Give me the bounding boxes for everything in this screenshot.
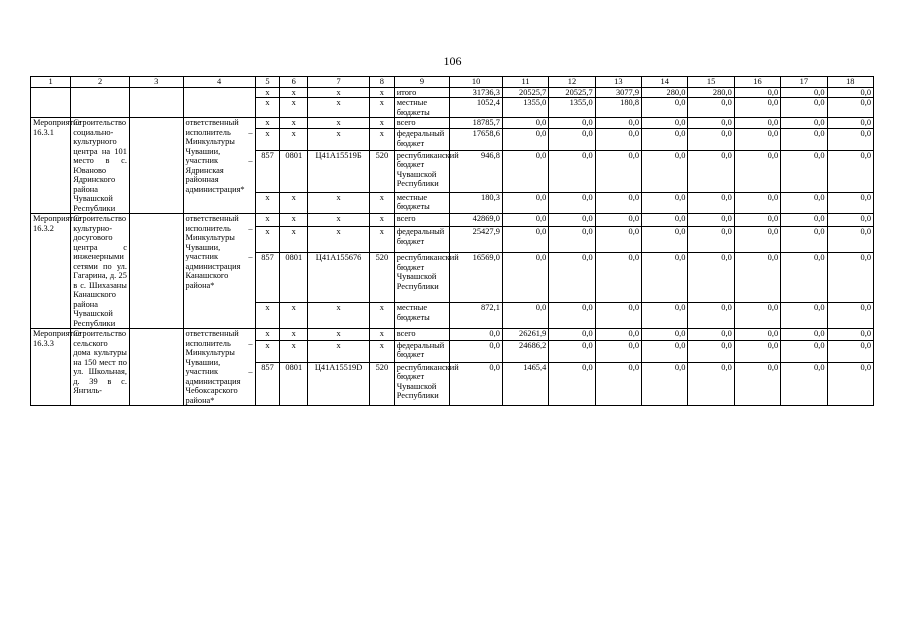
target-code-cell: х <box>308 340 370 362</box>
amount-cell: 1052,4 <box>450 98 503 118</box>
amount-cell: 0,0 <box>688 362 734 405</box>
column-number-header: 5 <box>255 77 280 88</box>
amount-cell: 0,0 <box>688 98 734 118</box>
empty-cell <box>31 87 71 118</box>
expense-type-cell: х <box>369 340 394 362</box>
amount-cell: 0,0 <box>595 129 641 150</box>
expense-type-cell: 520 <box>369 150 394 192</box>
amount-cell: 0,0 <box>734 129 780 150</box>
amount-cell: 20525,7 <box>502 87 548 98</box>
amount-cell: 0,0 <box>734 340 780 362</box>
column-number-header: 18 <box>827 77 873 88</box>
amount-cell: 0,0 <box>642 253 688 303</box>
section-code-cell: х <box>280 303 308 329</box>
budget-table <box>30 76 874 406</box>
measure-code: Мероприятие 16.3.2 <box>31 214 71 329</box>
column-number-header: 16 <box>734 77 780 88</box>
amount-cell: 0,0 <box>688 214 734 227</box>
amount-cell: 0,0 <box>642 329 688 341</box>
amount-cell: 0,0 <box>734 253 780 303</box>
measure-executor: ответственный исполнитель – Минкультуры Чувашии, участник – администрация Канашского района* <box>183 214 255 329</box>
expense-type-cell: 520 <box>369 362 394 405</box>
section-code-cell: х <box>280 227 308 253</box>
amount-cell: 0,0 <box>642 98 688 118</box>
column-number-header: 14 <box>642 77 688 88</box>
amount-cell: 872,1 <box>450 303 503 329</box>
section-code-cell: 0801 <box>280 362 308 405</box>
amount-cell: 0,0 <box>734 192 780 213</box>
amount-cell: 0,0 <box>642 303 688 329</box>
amount-cell: 0,0 <box>688 303 734 329</box>
amount-cell: 0,0 <box>688 329 734 341</box>
section-code-cell: х <box>280 87 308 98</box>
expense-type-cell: х <box>369 118 394 129</box>
amount-cell: 0,0 <box>781 227 827 253</box>
amount-cell: 0,0 <box>734 98 780 118</box>
amount-cell: 0,0 <box>781 192 827 213</box>
expense-type-cell: х <box>369 87 394 98</box>
measure-executor: ответственный исполнитель – Минкультуры Чувашии, участник – Ядринская районная администрация* <box>183 118 255 214</box>
amount-cell: 0,0 <box>781 329 827 341</box>
target-code-cell: Ц41А155676 <box>308 253 370 303</box>
amount-cell: 1465,4 <box>502 362 548 405</box>
column-number-header: 7 <box>308 77 370 88</box>
target-code-cell: х <box>308 118 370 129</box>
gov-code-cell: х <box>255 227 280 253</box>
expense-type-cell: х <box>369 129 394 150</box>
amount-cell: 0,0 <box>549 150 595 192</box>
amount-cell: 16569,0 <box>450 253 503 303</box>
amount-cell: 0,0 <box>827 227 873 253</box>
empty-cell <box>71 87 130 118</box>
funding-source-cell: местные бюджеты <box>394 98 450 118</box>
amount-cell: 0,0 <box>827 362 873 405</box>
table-row <box>31 329 874 341</box>
amount-cell: 0,0 <box>502 253 548 303</box>
funding-source-cell: всего <box>394 214 450 227</box>
target-code-cell: х <box>308 192 370 213</box>
column-number-header: 12 <box>549 77 595 88</box>
target-code-cell: Ц41А15519D <box>308 362 370 405</box>
amount-cell: 0,0 <box>595 192 641 213</box>
amount-cell: 280,0 <box>688 87 734 98</box>
gov-code-cell: 857 <box>255 362 280 405</box>
amount-cell: 20525,7 <box>549 87 595 98</box>
amount-cell: 0,0 <box>734 87 780 98</box>
amount-cell: 0,0 <box>595 118 641 129</box>
measure-code: Мероприятие 16.3.3 <box>31 329 71 406</box>
amount-cell: 180,8 <box>595 98 641 118</box>
amount-cell: 0,0 <box>595 150 641 192</box>
amount-cell: 0,0 <box>734 329 780 341</box>
amount-cell: 0,0 <box>642 118 688 129</box>
amount-cell: 0,0 <box>502 192 548 213</box>
page-number: 106 <box>443 54 462 68</box>
amount-cell: 0,0 <box>781 150 827 192</box>
header-row <box>31 77 874 88</box>
empty-cell <box>129 214 183 329</box>
amount-cell: 0,0 <box>549 329 595 341</box>
amount-cell: 0,0 <box>595 362 641 405</box>
funding-source-cell: местные бюджеты <box>394 192 450 213</box>
gov-code-cell: 857 <box>255 150 280 192</box>
amount-cell: 1355,0 <box>549 98 595 118</box>
amount-cell: 0,0 <box>688 192 734 213</box>
measure-name: Строительство культурно-досугового центра с инженерными сетями по ул. Гагарина, д. 25 в с. Шихазаны Канашского района Чувашской Республики <box>71 214 130 329</box>
funding-source-cell: федеральный бюджет <box>394 227 450 253</box>
funding-source-cell: республиканский бюджет Чувашской Республики <box>394 150 450 192</box>
amount-cell: 0,0 <box>595 340 641 362</box>
section-code-cell: х <box>280 98 308 118</box>
amount-cell: 0,0 <box>827 253 873 303</box>
amount-cell: 0,0 <box>688 129 734 150</box>
amount-cell: 0,0 <box>549 303 595 329</box>
column-number-header: 2 <box>71 77 130 88</box>
section-code-cell: х <box>280 118 308 129</box>
amount-cell: 0,0 <box>781 214 827 227</box>
amount-cell: 0,0 <box>781 362 827 405</box>
amount-cell: 18785,7 <box>450 118 503 129</box>
amount-cell: 0,0 <box>549 227 595 253</box>
column-number-header: 4 <box>183 77 255 88</box>
amount-cell: 0,0 <box>688 227 734 253</box>
amount-cell: 0,0 <box>734 118 780 129</box>
amount-cell: 0,0 <box>642 150 688 192</box>
amount-cell: 0,0 <box>781 118 827 129</box>
amount-cell: 0,0 <box>734 214 780 227</box>
amount-cell: 0,0 <box>827 329 873 341</box>
table-row <box>31 87 874 98</box>
table-row <box>31 214 874 227</box>
amount-cell: 0,0 <box>642 192 688 213</box>
amount-cell: 0,0 <box>595 253 641 303</box>
target-code-cell: Ц41А15519Б <box>308 150 370 192</box>
amount-cell: 0,0 <box>642 214 688 227</box>
column-number-header: 17 <box>781 77 827 88</box>
target-code-cell: х <box>308 214 370 227</box>
amount-cell: 25427,9 <box>450 227 503 253</box>
amount-cell: 26261,9 <box>502 329 548 341</box>
amount-cell: 0,0 <box>502 150 548 192</box>
amount-cell: 0,0 <box>502 118 548 129</box>
section-code-cell: х <box>280 192 308 213</box>
amount-cell: 280,0 <box>642 87 688 98</box>
funding-source-cell: всего <box>394 329 450 341</box>
amount-cell: 0,0 <box>688 253 734 303</box>
section-code-cell: х <box>280 340 308 362</box>
gov-code-cell: х <box>255 87 280 98</box>
funding-source-cell: республиканский бюджет Чувашской Республики <box>394 362 450 405</box>
expense-type-cell: х <box>369 303 394 329</box>
amount-cell: 0,0 <box>502 214 548 227</box>
column-number-header: 6 <box>280 77 308 88</box>
amount-cell: 17658,6 <box>450 129 503 150</box>
amount-cell: 0,0 <box>450 362 503 405</box>
expense-type-cell: х <box>369 98 394 118</box>
amount-cell: 0,0 <box>781 340 827 362</box>
empty-cell <box>129 118 183 214</box>
amount-cell: 0,0 <box>827 129 873 150</box>
amount-cell: 0,0 <box>549 253 595 303</box>
gov-code-cell: х <box>255 329 280 341</box>
expense-type-cell: х <box>369 214 394 227</box>
amount-cell: 0,0 <box>827 303 873 329</box>
amount-cell: 0,0 <box>688 118 734 129</box>
amount-cell: 0,0 <box>595 214 641 227</box>
amount-cell: 946,8 <box>450 150 503 192</box>
amount-cell: 0,0 <box>450 340 503 362</box>
expense-type-cell: х <box>369 192 394 213</box>
target-code-cell: х <box>308 129 370 150</box>
amount-cell: 0,0 <box>734 303 780 329</box>
amount-cell: 0,0 <box>781 303 827 329</box>
amount-cell: 0,0 <box>827 214 873 227</box>
funding-source-cell: итого <box>394 87 450 98</box>
target-code-cell: х <box>308 329 370 341</box>
funding-source-cell: республиканский бюджет Чувашской Республики <box>394 253 450 303</box>
funding-source-cell: федеральный бюджет <box>394 129 450 150</box>
amount-cell: 0,0 <box>827 192 873 213</box>
gov-code-cell: х <box>255 98 280 118</box>
measure-executor: ответственный исполнитель – Минкультуры Чувашии, участник – администрация Чебоксарского района* <box>183 329 255 406</box>
amount-cell: 0,0 <box>549 129 595 150</box>
gov-code-cell: х <box>255 192 280 213</box>
funding-source-cell: всего <box>394 118 450 129</box>
amount-cell: 0,0 <box>642 340 688 362</box>
amount-cell: 0,0 <box>450 329 503 341</box>
amount-cell: 0,0 <box>781 253 827 303</box>
gov-code-cell: х <box>255 214 280 227</box>
section-code-cell: х <box>280 129 308 150</box>
gov-code-cell: 857 <box>255 253 280 303</box>
amount-cell: 0,0 <box>688 340 734 362</box>
gov-code-cell: х <box>255 129 280 150</box>
amount-cell: 0,0 <box>549 214 595 227</box>
amount-cell: 0,0 <box>549 340 595 362</box>
amount-cell: 0,0 <box>502 303 548 329</box>
funding-source-cell: федеральный бюджет <box>394 340 450 362</box>
column-number-header: 13 <box>595 77 641 88</box>
amount-cell: 0,0 <box>595 227 641 253</box>
amount-cell: 0,0 <box>642 129 688 150</box>
column-number-header: 8 <box>369 77 394 88</box>
expense-type-cell: х <box>369 329 394 341</box>
amount-cell: 0,0 <box>502 129 548 150</box>
column-number-header: 3 <box>129 77 183 88</box>
amount-cell: 0,0 <box>549 362 595 405</box>
column-number-header: 1 <box>31 77 71 88</box>
target-code-cell: х <box>308 98 370 118</box>
section-code-cell: х <box>280 214 308 227</box>
amount-cell: 0,0 <box>827 98 873 118</box>
empty-cell <box>183 87 255 118</box>
section-code-cell: 0801 <box>280 150 308 192</box>
amount-cell: 0,0 <box>549 118 595 129</box>
column-number-header: 9 <box>394 77 450 88</box>
measure-name: Строительство социально-культурного центра на 101 место в с. Юваново Ядринского района Чувашской Республики <box>71 118 130 214</box>
gov-code-cell: х <box>255 303 280 329</box>
gov-code-cell: х <box>255 118 280 129</box>
amount-cell: 0,0 <box>688 150 734 192</box>
amount-cell: 0,0 <box>642 362 688 405</box>
amount-cell: 180,3 <box>450 192 503 213</box>
amount-cell: 0,0 <box>734 150 780 192</box>
measure-code: Мероприятие 16.3.1 <box>31 118 71 214</box>
section-code-cell: 0801 <box>280 253 308 303</box>
amount-cell: 0,0 <box>595 303 641 329</box>
amount-cell: 0,0 <box>549 192 595 213</box>
amount-cell: 0,0 <box>502 227 548 253</box>
amount-cell: 0,0 <box>734 227 780 253</box>
target-code-cell: х <box>308 87 370 98</box>
expense-type-cell: 520 <box>369 253 394 303</box>
amount-cell: 0,0 <box>595 329 641 341</box>
expense-type-cell: х <box>369 227 394 253</box>
target-code-cell: х <box>308 303 370 329</box>
amount-cell: 0,0 <box>734 362 780 405</box>
amount-cell: 24686,2 <box>502 340 548 362</box>
column-number-header: 10 <box>450 77 503 88</box>
amount-cell: 3077,9 <box>595 87 641 98</box>
gov-code-cell: х <box>255 340 280 362</box>
table-row <box>31 118 874 129</box>
amount-cell: 0,0 <box>781 87 827 98</box>
amount-cell: 42869,0 <box>450 214 503 227</box>
column-number-header: 15 <box>688 77 734 88</box>
amount-cell: 0,0 <box>827 340 873 362</box>
measure-name: Строительство сельского дома культуры на 150 мест по ул. Школьная, д. 39 в с. Янгиль- <box>71 329 130 406</box>
funding-source-cell: местные бюджеты <box>394 303 450 329</box>
amount-cell: 0,0 <box>827 150 873 192</box>
section-code-cell: х <box>280 329 308 341</box>
empty-cell <box>129 329 183 406</box>
column-number-header: 11 <box>502 77 548 88</box>
amount-cell: 31736,3 <box>450 87 503 98</box>
amount-cell: 1355,0 <box>502 98 548 118</box>
amount-cell: 0,0 <box>642 227 688 253</box>
target-code-cell: х <box>308 227 370 253</box>
amount-cell: 0,0 <box>781 129 827 150</box>
empty-cell <box>129 87 183 118</box>
amount-cell: 0,0 <box>827 87 873 98</box>
amount-cell: 0,0 <box>781 98 827 118</box>
amount-cell: 0,0 <box>827 118 873 129</box>
